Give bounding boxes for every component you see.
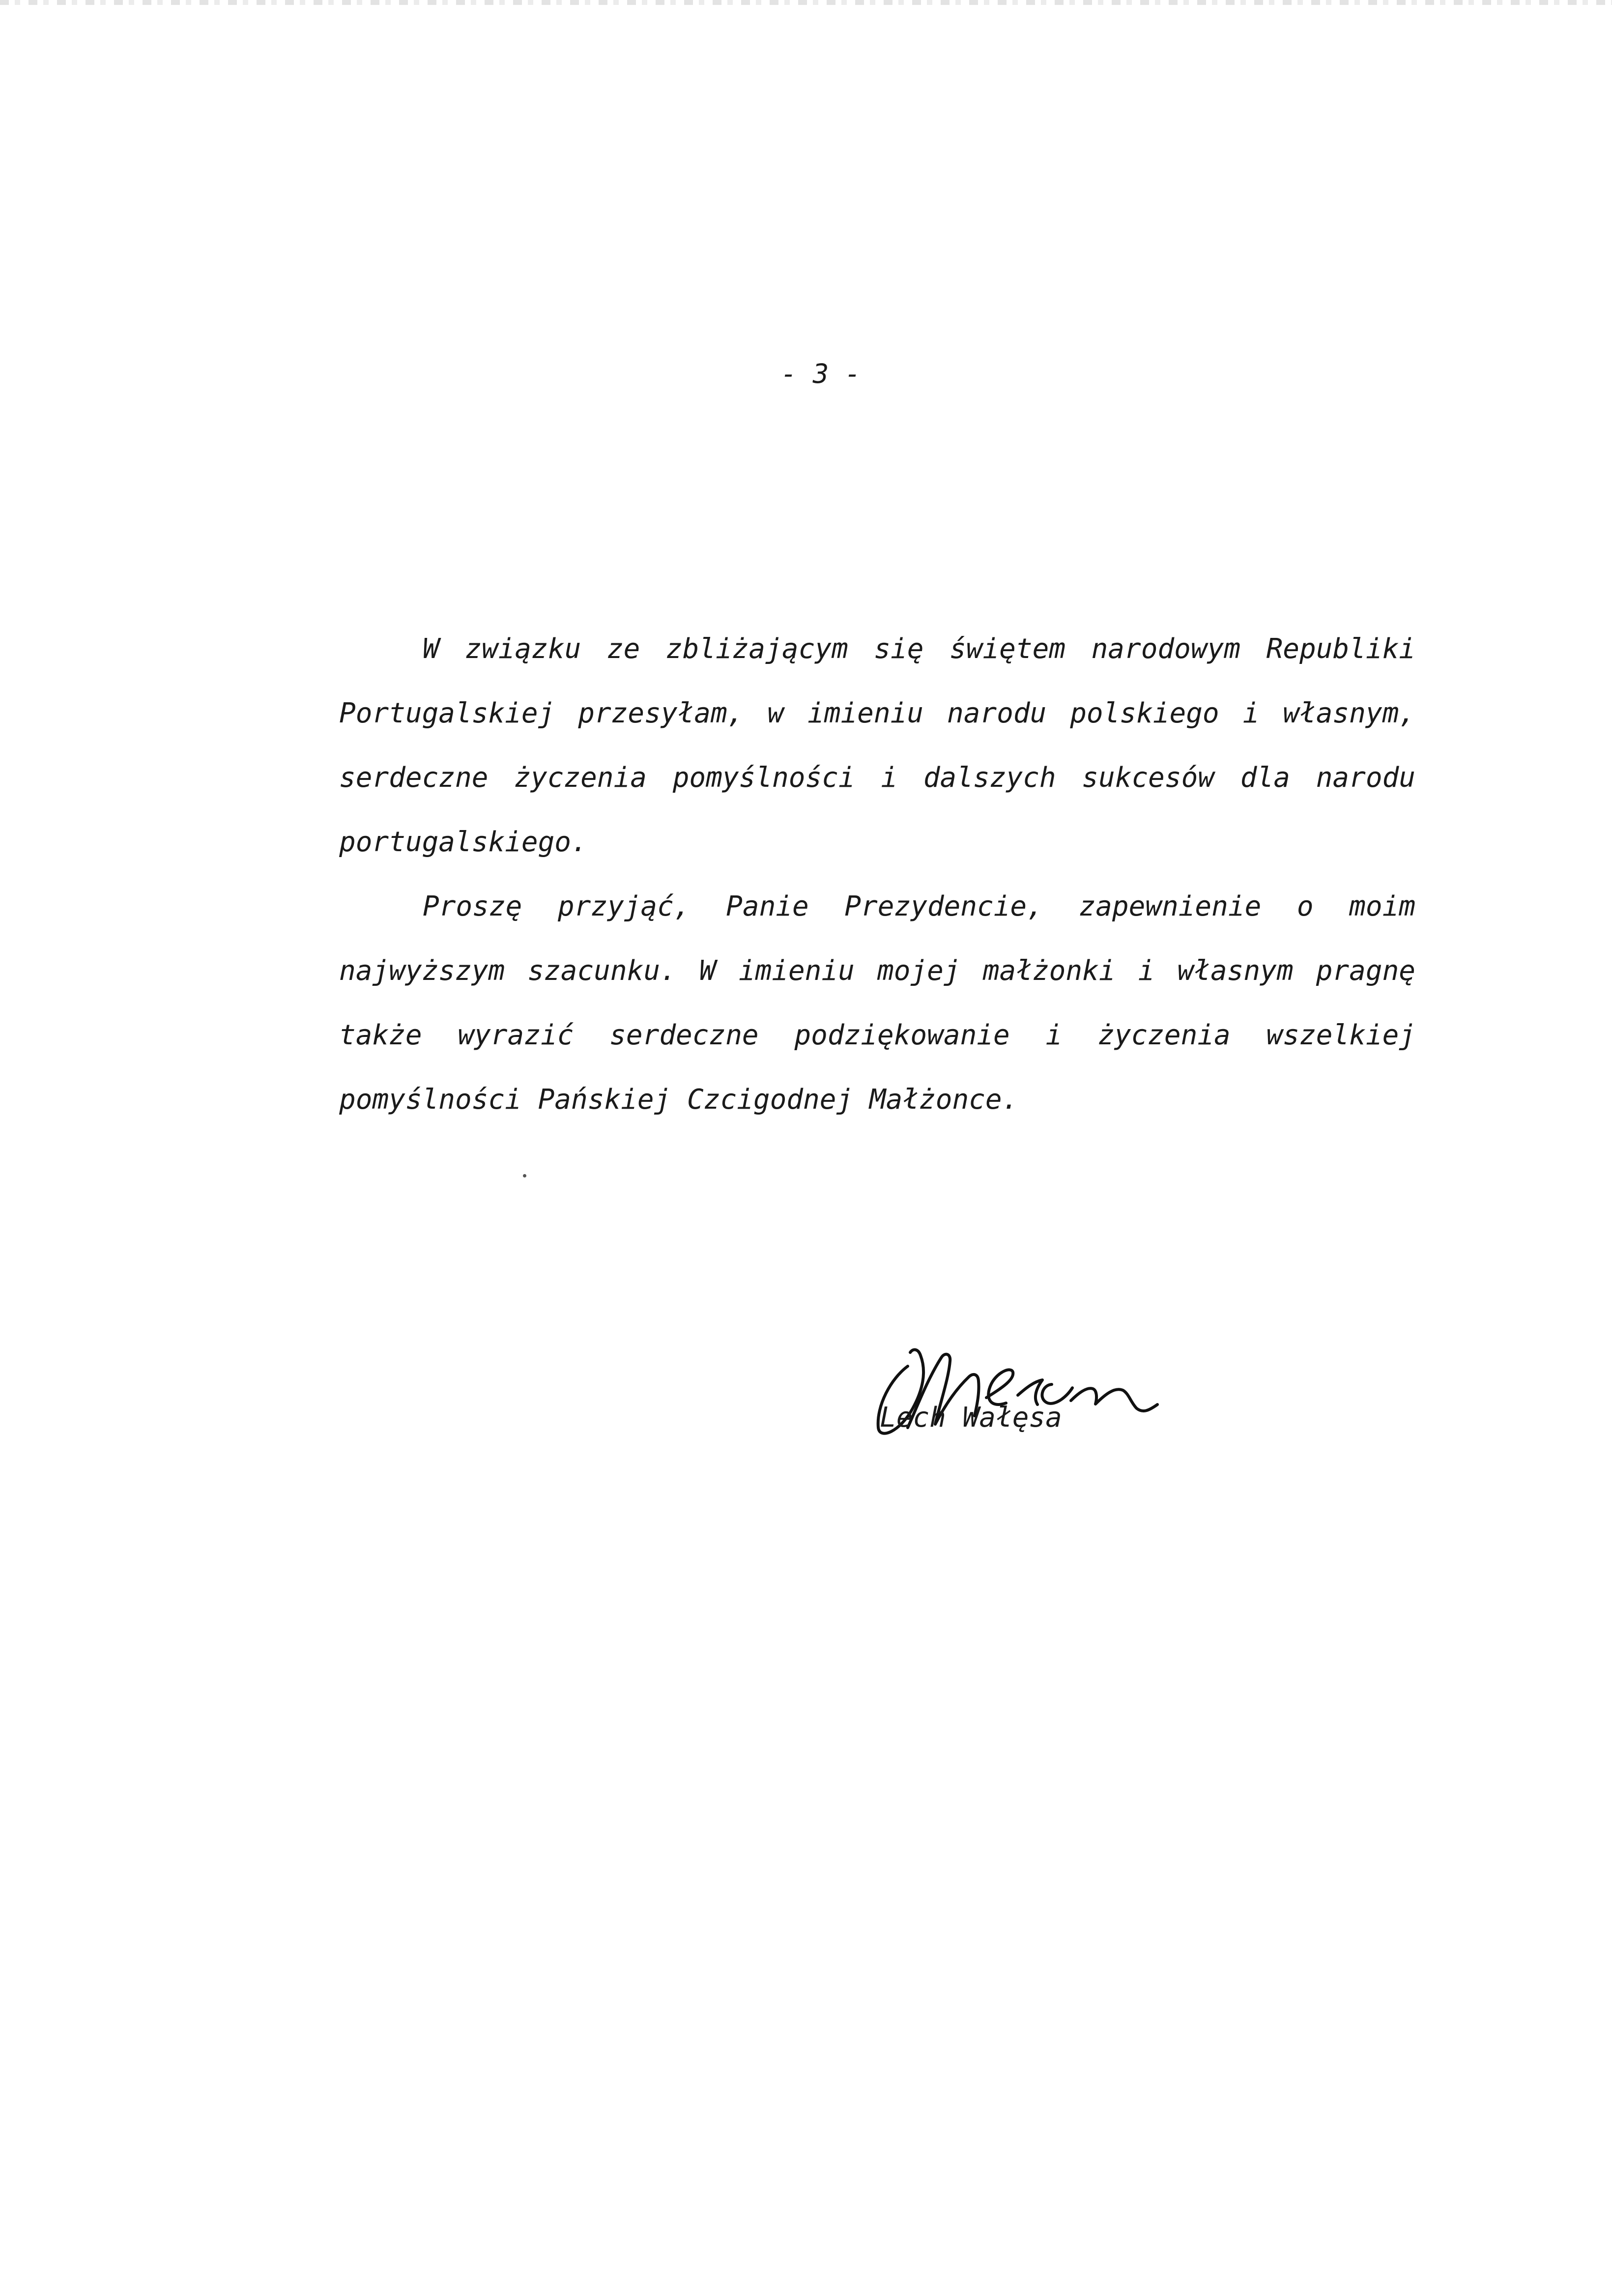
paragraph-2-line-4: pomyślności Pańskiej Czcigodnej Małżonce.	[339, 1084, 1019, 1116]
paragraph-1-line-1: W związku ze zbliżającym się świętem narodowym Republiki	[423, 633, 1415, 665]
paragraph-2-line-1: Proszę przyjąć, Panie Prezydencie, zapewnienie o moim	[423, 890, 1415, 922]
scan-speck	[523, 1174, 526, 1177]
paragraph-national-day-greetings	[339, 617, 1415, 874]
scan-top-edge	[0, 0, 1612, 5]
typed-signature-name: Lech Wałęsa	[880, 1402, 1062, 1434]
paragraph-1-line-4: portugalskiego.	[339, 826, 588, 858]
paragraph-1-line-2: Portugalskiej przesyłam, w imieniu narodu polskiego i własnym,	[339, 697, 1415, 729]
page-number: - 3 -	[780, 358, 861, 389]
paragraph-closing-courtesy	[339, 874, 1415, 1132]
paragraph-2-line-2: najwyższym szacunku. W imieniu mojej małżonki i własnym pragnę	[339, 955, 1415, 987]
paragraph-1-line-3: serdeczne życzenia pomyślności i dalszych sukcesów dla narodu	[339, 762, 1415, 794]
paragraph-2-line-3: także wyrazić serdeczne podziękowanie i życzenia wszelkiej	[339, 1019, 1415, 1051]
